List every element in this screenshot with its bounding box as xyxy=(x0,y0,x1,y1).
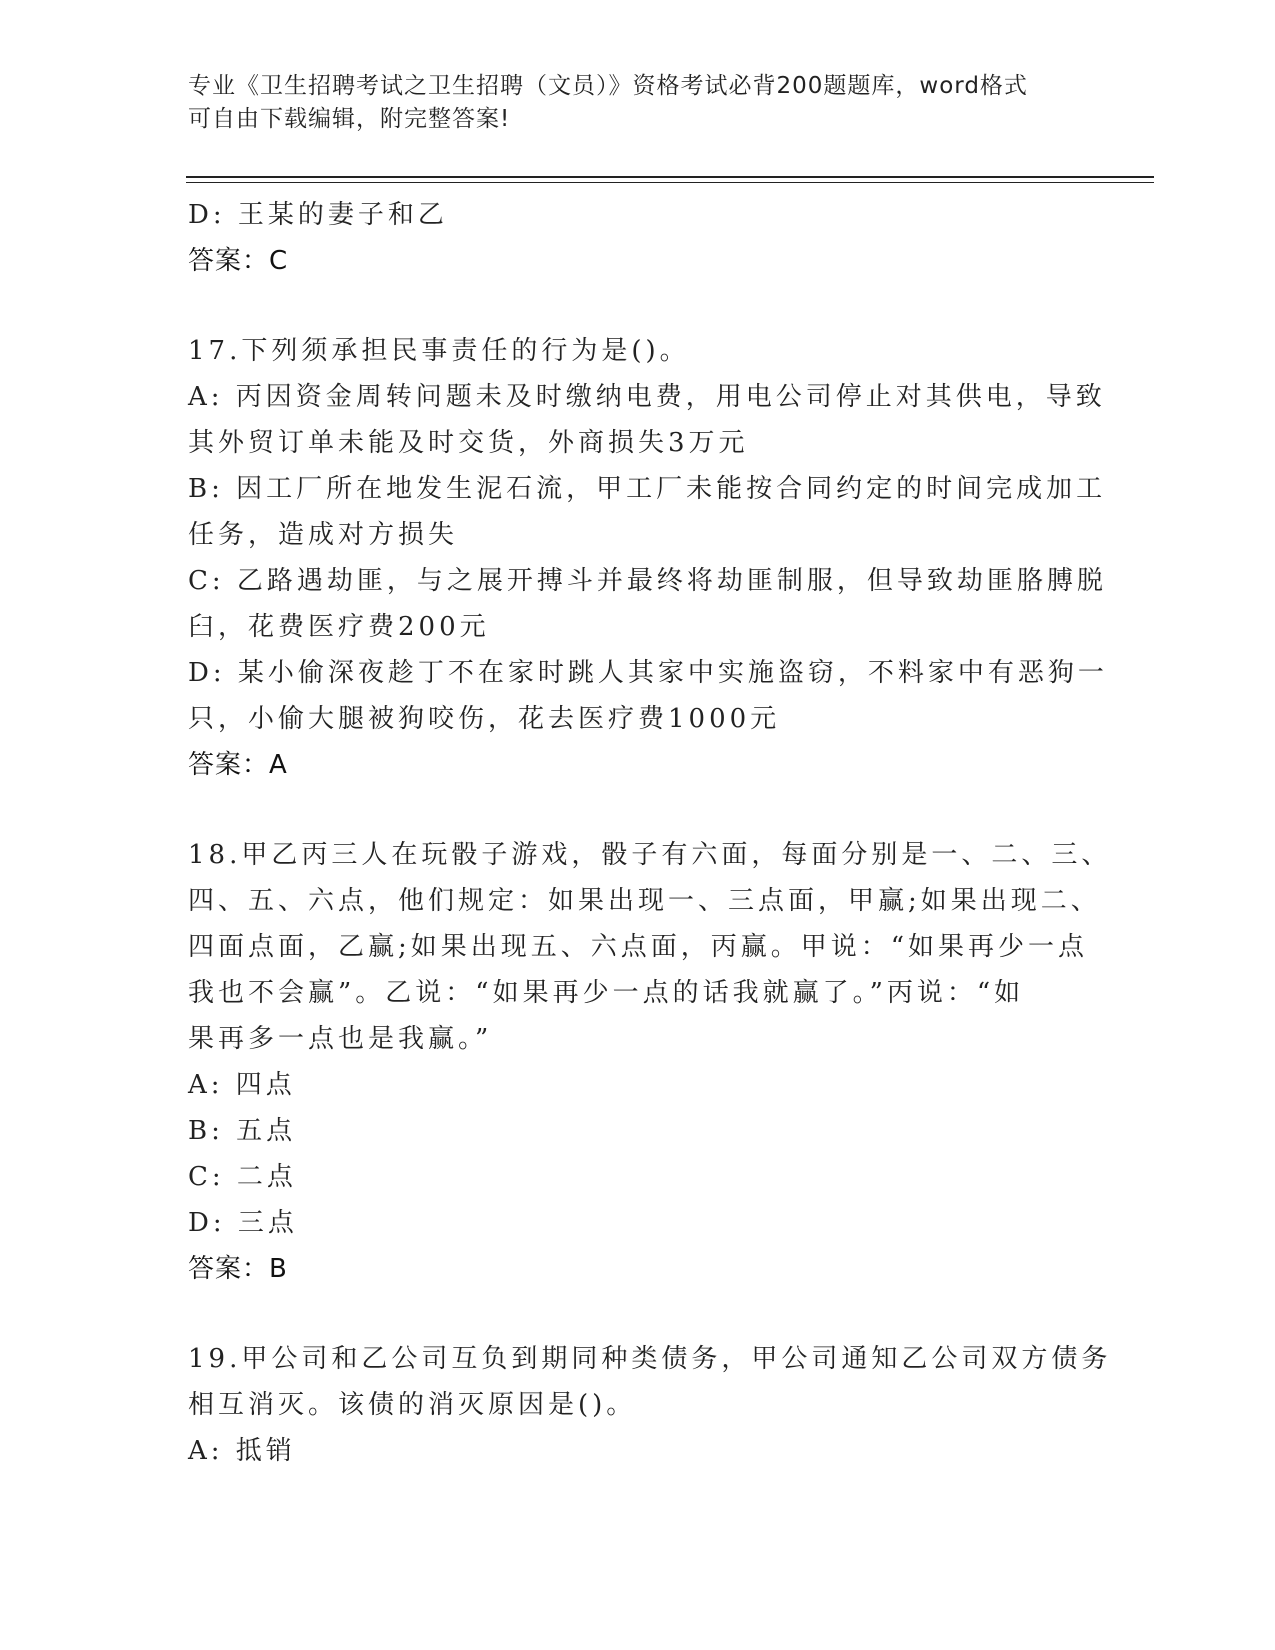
option-d: D: 某小偷深夜趁丁不在家时跳人其家中实施盗窃，不料家中有恶狗一 xyxy=(188,658,1108,688)
question-19 xyxy=(188,1336,1112,1474)
option-a: A: 四点 xyxy=(188,1070,296,1100)
header-divider-thin xyxy=(186,182,1154,183)
question-stem-cont: 四、五、六点，他们规定：如果出现一、三点面，甲赢;如果出现二、 xyxy=(188,886,1101,916)
option-d: D: 王某的妻子和乙 xyxy=(188,200,448,230)
question-17 xyxy=(188,328,1108,788)
answer: 答案：A xyxy=(188,750,288,780)
option-c: C: 乙路遇劫匪，与之展开搏斗并最终将劫匪制服，但导致劫匪胳膊脱 xyxy=(188,566,1107,596)
option-a: A: 丙因资金周转问题未及时缴纳电费，用电公司停止对其供电，导致 xyxy=(188,382,1106,412)
question-stem-cont: 我也不会赢”。乙说：“如果再少一点的话我就赢了。”丙说：“如 xyxy=(188,978,1025,1008)
option-b-cont: 任务，造成对方损失 xyxy=(188,520,459,550)
answer: 答案：B xyxy=(188,1254,288,1284)
option-c-cont: 臼，花费医疗费200元 xyxy=(188,612,490,642)
document-header xyxy=(188,70,1088,136)
question-stem-cont: 果再多一点也是我赢。” xyxy=(188,1024,493,1054)
question-stem: 18.甲乙丙三人在玩骰子游戏，骰子有六面，每面分别是一、二、三、 xyxy=(188,840,1112,870)
document-body xyxy=(188,192,1112,1474)
spacer xyxy=(188,284,1088,328)
option-d-cont: 只，小偷大腿被狗咬伤，花去医疗费1000元 xyxy=(188,704,781,734)
option-b: B: 因工厂所在地发生泥石流，甲工厂未能按合同约定的时间完成加工 xyxy=(188,474,1107,504)
question-stem: 19.甲公司和乙公司互负到期同种类债务，甲公司通知乙公司双方债务 xyxy=(188,1344,1112,1374)
header-line-2: 可自由下载编辑，附完整答案! xyxy=(188,106,511,132)
question-18 xyxy=(188,832,1112,1292)
header-divider-thick xyxy=(186,176,1154,178)
answer: 答案：C xyxy=(188,246,289,276)
question-stem-cont: 四面点面，乙赢;如果出现五、六点面，丙赢。甲说：“如果再少一点 xyxy=(188,932,1089,962)
question-stem: 17.下列须承担民事责任的行为是()。 xyxy=(188,336,690,366)
spacer xyxy=(188,788,1088,832)
option-a: A: 抵销 xyxy=(188,1436,296,1466)
option-d: D: 三点 xyxy=(188,1208,298,1238)
spacer xyxy=(188,1292,1088,1336)
option-a-cont: 其外贸订单未能及时交货，外商损失3万元 xyxy=(188,428,749,458)
previous-question-tail xyxy=(188,192,1088,284)
question-stem-cont: 相互消灭。该债的消灭原因是()。 xyxy=(188,1390,637,1420)
option-c: C: 二点 xyxy=(188,1162,297,1192)
header-line-1: 专业《卫生招聘考试之卫生招聘（文员）》资格考试必背200题题库，word格式 xyxy=(188,73,1028,99)
option-b: B: 五点 xyxy=(188,1116,297,1146)
